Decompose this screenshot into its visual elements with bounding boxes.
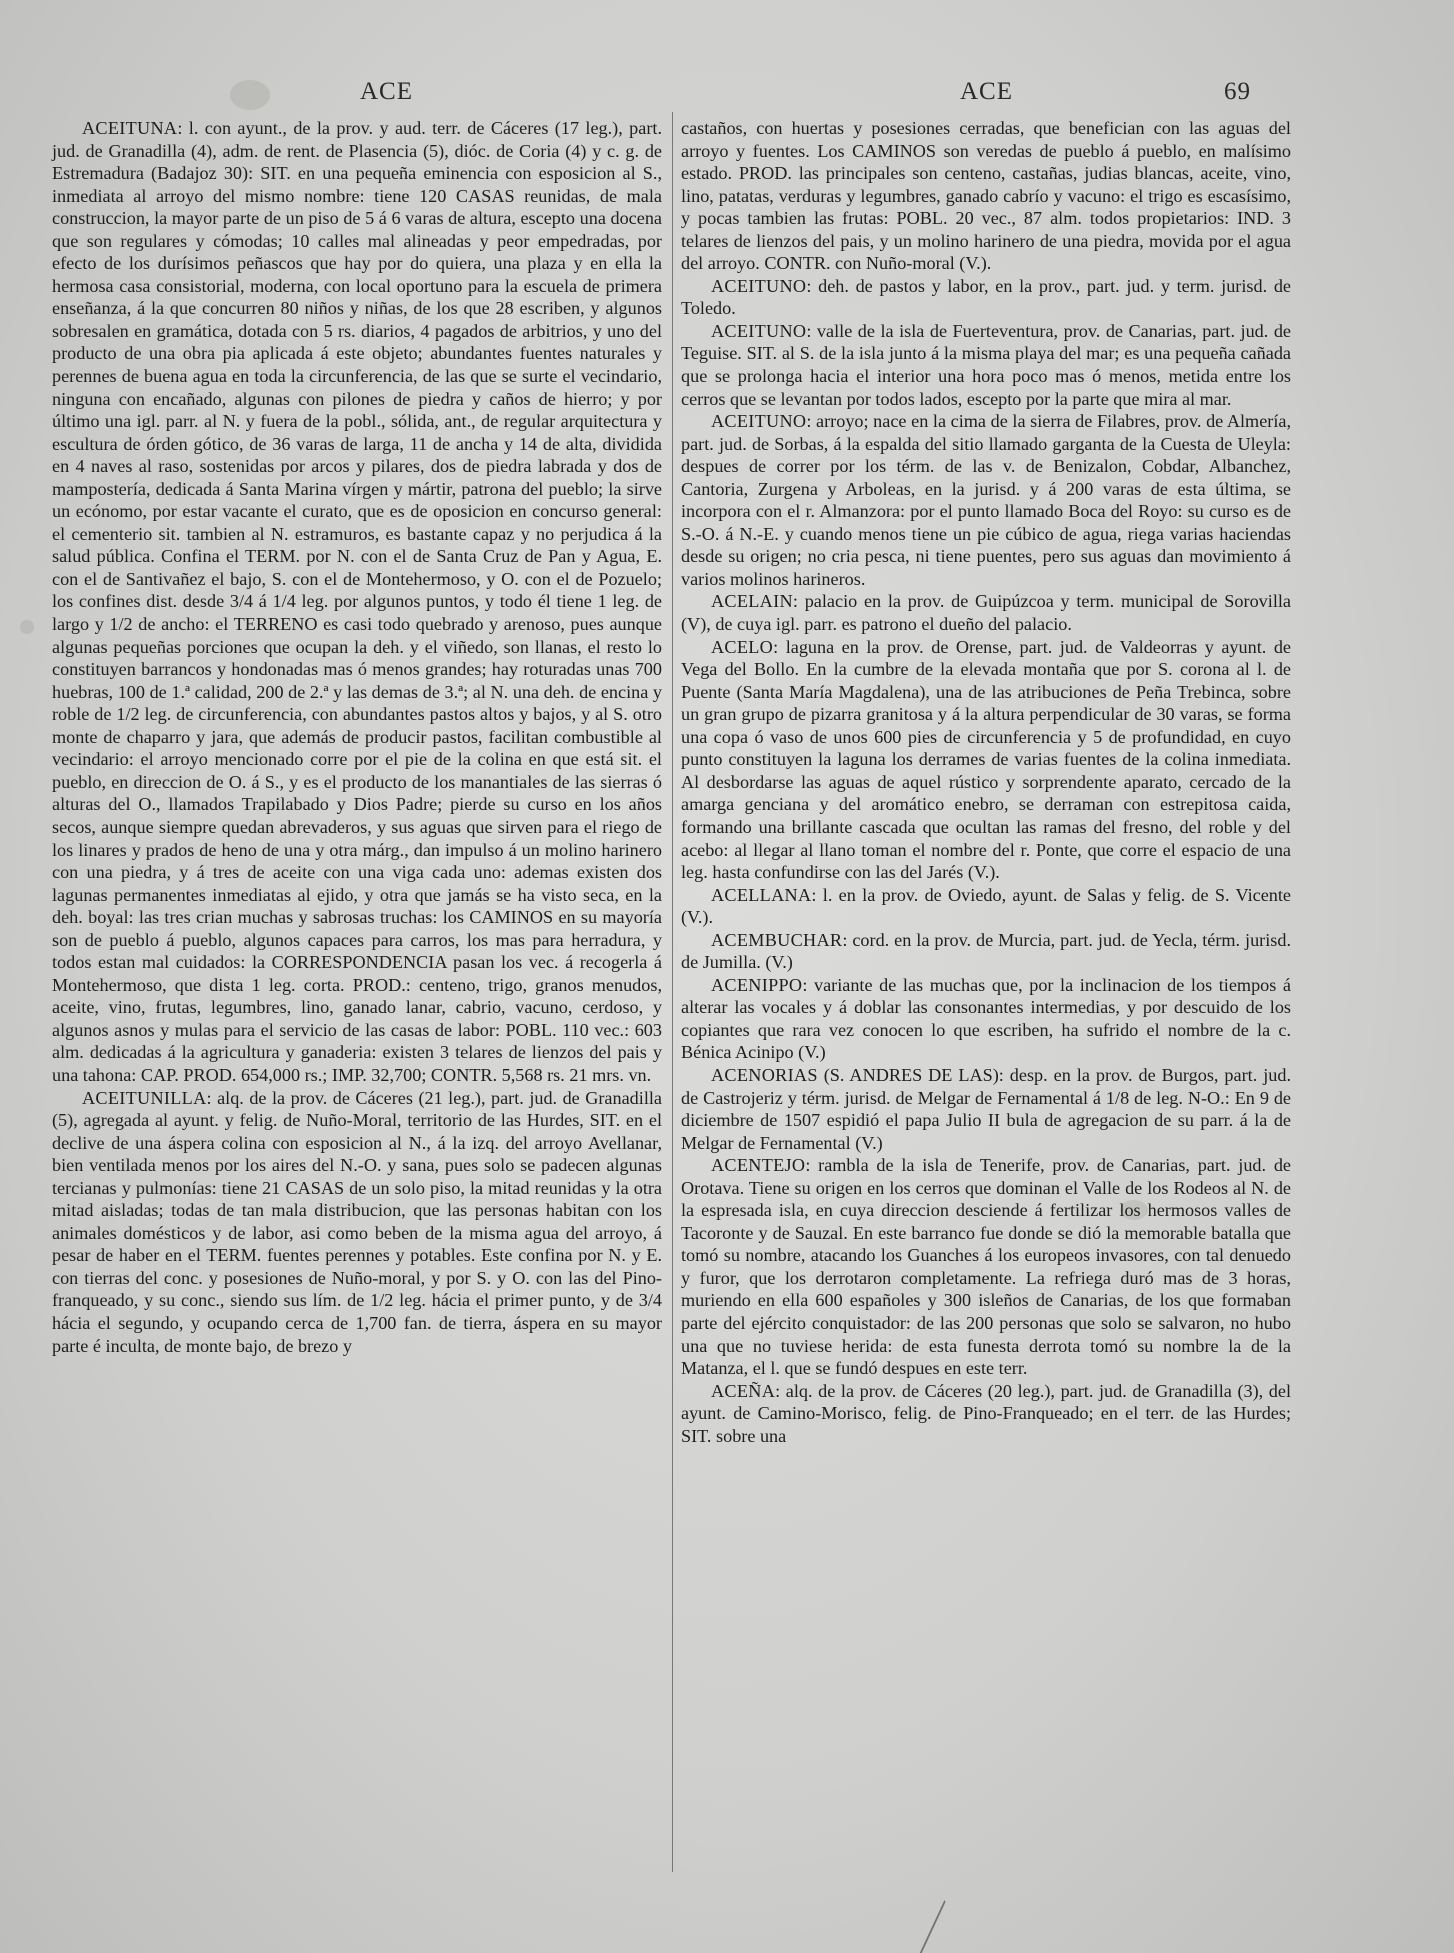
entry-acenorias [681, 1064, 1291, 1154]
entry-text: : rambla de la isla de Tenerife, prov. de Canarias, part. jud. de Orotava. Tiene su origen en los cerros que dominan el Valle de los Rodeos al N. de la espresada isla, en cuya direccion desciende á fertilizar los hermosos valles de Tacoronte y de Sauzal. En este barranco fue donde se dió la memorable batalla que tomó su nombre, atacando los Guanches á los europeos invasores, con tal denuedo y furor, que los derrotaron completamente. La refriega duró mas de 3 horas, muriendo en ella 600 españoles y 300 isleños de Canarias, de los que formaban parte del ejército conquistador: de las 200 personas que solo se salvaron, no hubo una que no tuviese herida: de esta funesta derrota tomó su nombre la de la Matanza, el l. que se fundó despues en este terr. [681, 1155, 1291, 1379]
entry-aceitunilla [52, 1087, 662, 1358]
entry-text: : alq. de la prov. de Cáceres (21 leg.), part. jud. de Granadilla (5), agregada al ayunt. y felig. de Nuño-Moral, territorio de las Hurdes, SIT. en el declive de una áspera colina con esposicion al N., á la izq. del arroyo Avellanar, bien ventilada menos por los aires del N.-O. y sana, pues solo se padecen algunas tercianas y pulmonías: tiene 21 CASAS de un solo piso, la mitad reunidas y la otra mitad aisladas; todas de tan mala distribucion, que las personas habitan con los animales domésticos y de labor, asi como beben de la misma agua del arroyo, á pesar de haber en el TERM. fuentes perennes y potables. Este confina por N. y E. con tierras del conc. y posesiones de Nuño-moral, y por S. y O. con las del Pino-franqueado, y su conc., siendo sus lím. de 1/2 leg. hácia el primer punto, y de 3/4 hácia el segundo, y ocupando cerca de 1,700 fan. de tierra, áspera en su mayor parte é inculta, de monte bajo, de brezo y [52, 1087, 662, 1356]
entry-acena [681, 1380, 1291, 1448]
entry-text: : l. con ayunt., de la prov. y aud. terr. de Cáceres (17 leg.), part. jud. de Granadilla (4), adm. de rent. de Plasencia (5), dióc. de Coria (4) y c. g. de Estremadura (Badajoz 30): SIT. en una pequeña eminencia con esposicion al S., inmediata al arroyo del mismo nombre: tiene 120 CASAS reunidas, de mala construccion, la mayor parte de un piso de 5 á 6 varas de altura, escepto una docena que son regulares y cómodas; 10 calles mal alineadas y peor empedradas, por efecto de los durísimos peñascos que hay por do quiera, una plaza y en ella la hermosa casa consistorial, moderna, con local oportuno para la escuela de primera enseñanza, á la que concurren 80 niños y niñas, de los que 28 escriben, y algunos sobresalen en gramática, dotada con 5 rs. diarios, 4 pagados de arbitrios, y uno del producto de una obra pia aplicada á este objeto; abundantes fuentes naturales y perennes de buena agua en toda la circunferencia, de las que se surte el vecindario, ninguna con encañado, algunas con pilones de piedra y caños de hierro; y por último una igl. parr. al N. y fuera de la pobl., sólida, ant., de regular arquitectura y escultura de órden gótico, de 36 varas de larga, 11 de ancha y 14 de alta, dividida en 4 naves al raso, sostenidas por arcos y pilares, dos de piedra labrada y dos de mampostería, dedicada á Santa Marina vírgen y mártir, patrona del pueblo; la sirve un ecónomo, por estar vacante el curato, que es de oposicion en concurso general: el cementerio sit. tambien al N. estramuros, es bastante capaz y no perjudica á la salud pública. Confina el TERM. por N. con el de Santa Cruz de Pan y Agua, E. con el de Santivañez el bajo, S. con el de Montehermoso, y O. con el de Pozuelo; los confines dist. desde 3/4 á 1/4 leg. por algunos puntos, y todo él tiene 1 leg. de largo y 1/2 de ancho: el TERRENO es casi todo quebrado y arenoso, pues aunque algunas pequeñas porciones que ocupan la deh. y el viñedo, son llanas, el resto lo constituyen barrancos y hondonadas mas ó menos grandes; hay roturadas unas 700 huebras, 100 de 1.ª calidad, 200 de 2.ª y las demas de 3.ª; al N. una deh. de encina y roble de 1/2 leg. de circunferencia, con abundantes pastos altos y bajos, y al S. otro monte de chaparro y jara, que además de producir pastos, facilitan combustible al vecindario: el arroyo mencionado corre por el pie de la colina en que está sit. el pueblo, en direccion de O. á S., y es el producto de los manantiales de las sierras ó alturas del O., llamados Trapilabado y Dios Padre; pierde su curso en los años secos, aunque siempre quedan abrevaderos, y sus aguas que sirven para el riego de los linares y prados de heno de una y otra márg., dan impulso á un molino harinero con una piedra, y á tres de aceite con una viga cada uno: ademas existen dos lagunas permanentes inmediatas al ejido, y otra que jamás se ha visto seca, en la deh. boyal: las tres crian muchas y sabrosas truchas: los CAMINOS en su mayoría son de pueblo á pueblo, algunos capaces para carros, los mas para herradura, y todos estan mal cuidados: la CORRESPONDENCIA pasan los vec. á recogerla á Montehermoso, que dista 1 leg. corta. PROD.: centeno, trigo, granos menudos, aceite, vino, frutas, legumbres, lino, ganado lanar, cabrio, vacuno, cerdoso, y algunos asnos y mulas para el servicio de las casas de labor: POBL. 110 vec.: 603 alm. dedicadas á la agricultura y ganaderia: existen 3 telares de lienzos del pais y una tahona: CAP. PROD. 654,000 rs.; IMP. 32,700; CONTR. 5,568 rs. 21 mrs. vn. [52, 118, 662, 1085]
right-running-head: ACE [960, 78, 1013, 105]
entry-text: : cord. en la prov. de Murcia, part. jud. de Yecla, térm. jurisd. de Jumilla. (V.) [681, 929, 1291, 973]
entry-aceituna [52, 117, 662, 1087]
entry-headword: ACEITUNO [711, 320, 807, 341]
entry-headword: ACEMBUCHAR [711, 929, 843, 950]
paper-stain [20, 620, 34, 634]
entry-acelain [681, 590, 1291, 635]
entry-acelo [681, 636, 1291, 884]
entry-headword: ACENTEJO [711, 1155, 806, 1176]
entry-headword: ACENORIAS [711, 1064, 818, 1085]
entry-continuation [681, 117, 1291, 275]
right-column [681, 117, 1291, 1447]
paper-stain [230, 80, 270, 110]
left-column [52, 117, 662, 1357]
entry-text: (S. ANDRES DE LAS): desp. en la prov. de Burgos, part. jud. de Castrojeriz y térm. jurisd. de Melgar de Fernamental á 1/8 de leg. N-O.: En 9 de diciembre de 1507 espidió el papa Julio II bula de agregacion de su parr. á la de Melgar de Fernamental (V.) [681, 1064, 1291, 1153]
entry-headword: ACENIPPO [711, 974, 803, 995]
entry-headword: ACEÑA [711, 1380, 776, 1401]
page-fold-mark [916, 1900, 1037, 1953]
entry-acellana [681, 884, 1291, 929]
entry-headword: ACEITUNO [711, 275, 807, 296]
entry-text: : deh. de pastos y labor, en la prov., part. jud. y term. jurisd. de Toledo. [681, 275, 1291, 319]
entry-text: : valle de la isla de Fuerteventura, prov. de Canarias, part. jud. de Teguise. SIT. al S. de la isla junto á la misma playa del mar; es una pequeña cañada que se prolonga hacia el interior una hora poco mas ó menos, metida entre los cerros que se levantan por todos lados, escepto por la parte que mira al mar. [681, 320, 1291, 409]
entry-headword: ACELLANA [711, 884, 812, 905]
entry-text: : palacio en la prov. de Guipúzcoa y term. municipal de Sorovilla (V), de cuya igl. parr. es patrono el dueño del palacio. [681, 591, 1291, 635]
entry-text: : l. en la prov. de Oviedo, ayunt. de Salas y felig. de S. Vicente (V.). [681, 884, 1291, 928]
entry-headword: ACEITUNILLA [82, 1087, 207, 1108]
entry-text: castaños, con huertas y posesiones cerradas, que benefician con las aguas del arroyo y fuentes. Los CAMINOS son veredas de pueblo á pueblo, en malísimo estado. PROD. las principales son centeno, castañas, judias blancas, aceite, vino, lino, patatas, verduras y legumbres, ganado cabrío y vacuno: el trigo es escasísimo, y pocas tambien las frutas: POBL. 20 vec., 87 alm. todos propietarios: IND. 3 telares de lienzos del pais, y un molino harinero de una piedra, movida por el agua del arroyo. CONTR. con Nuño-moral (V.). [681, 118, 1291, 274]
entry-headword: ACELO [711, 636, 774, 657]
entry-headword: ACEITUNO [711, 411, 807, 432]
entry-aceituno-valle [681, 320, 1291, 410]
entry-acembuchar [681, 929, 1291, 974]
entry-headword: ACEITUNA [82, 118, 178, 138]
entry-aceituno-arroyo [681, 410, 1291, 590]
page-number: 69 [1224, 78, 1251, 105]
entry-headword: ACELAIN [711, 591, 793, 612]
left-running-head: ACE [360, 78, 413, 105]
entry-text: : variante de las muchas que, por la inclinacion de los tiempos á alterar las vocales y á doblar las consonantes intermedias, y por descuido de los copiantes que rara vez conocen lo que escriben, ha sufrido el nombre de la c. Bénica Acinipo (V.) [681, 974, 1291, 1063]
entry-acenippo [681, 974, 1291, 1064]
entry-aceituno-deh [681, 275, 1291, 320]
entry-text: : arroyo; nace en la cima de la sierra de Filabres, prov. de Almería, part. jud. de Sorbas, á la espalda del sitio llamado garganta de la Cuesta de Uleyla: despues de correr por los térm. de las v. de Benizalon, Cobdar, Albanchez, Cantoria, Zurgena y Arboleas, en la jurisd. y á 200 varas de esta última, se incorpora con el r. Almanzora: por el punto llamado Boca del Royo: su curso es de S.-O. á N.-E. y cuando menos tiene un pie cúbico de agua, riega varias haciendas desde su origen; no cria pesca, ni tiene puentes, pero sus aguas dan movimiento á varios molinos harineros. [681, 411, 1291, 589]
entry-acentejo [681, 1154, 1291, 1379]
column-divider [672, 112, 673, 1872]
entry-text: : alq. de la prov. de Cáceres (20 leg.), part. jud. de Granadilla (3), del ayunt. de Camino-Morisco, felig. de Pino-Franqueado; en el terr. de las Hurdes; SIT. sobre una [681, 1380, 1291, 1446]
entry-text: : laguna en la prov. de Orense, part. jud. de Valdeorras y ayunt. de Vega del Bollo. En la cumbre de la elevada montaña que por S. corona al l. de Puente (Santa María Magdalena), una de las atribuciones de Peña Trebinca, sobre un gran grupo de pizarra granitosa y á la altura perpendicular de 30 varas, se forma una copa ó vaso de unos 600 pies de circunferencia y 5 de profundidad, en cuyo punto constituyen la laguna los derrames de varias fuentes de la colina inmediata. Al desbordarse las aguas de aquel rústico y sorprendente aparato, cercado de la amarga genciana y del aromático enebro, se derraman con estrepitosa caida, formando una brillante cascada que ocultan las ramas del fresno, del roble y del acebo: al llegar al llano toman el nombre del r. Ponte, que corre el espacio de una leg. hasta confundirse con las del Jarés (V.). [681, 636, 1291, 883]
